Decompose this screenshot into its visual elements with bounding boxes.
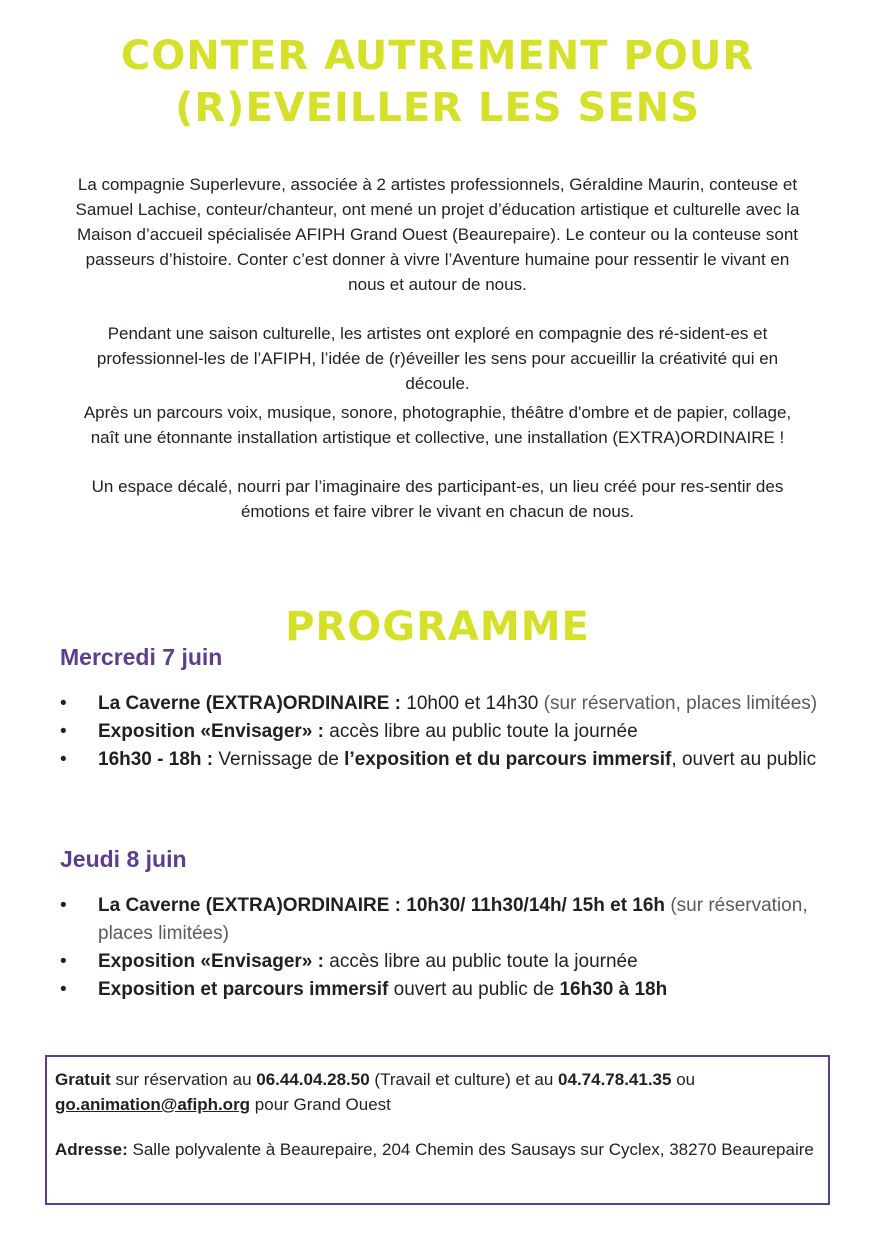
email-link[interactable]: go.animation@afiph.org	[55, 1095, 251, 1114]
page-title	[0, 30, 875, 134]
item-times: 16h30 à 18h	[559, 979, 668, 1000]
address-text: Salle polyvalente à Beaurepaire, 204 Chemin des Sausays sur Cyclex, 38270 Beaurepaire	[127, 1140, 814, 1159]
intro-paragraph-2: Pendant une saison culturelle, les artistes ont exploré en compagnie des ré-sident-es et professionnel-les de l’AFIPH, l’idée de (r)éveiller les sens pour accueillir la créativité qui en découle.	[96, 324, 779, 393]
item-text: accès libre au public toute la journée	[323, 951, 638, 972]
phone-note: (Travail et culture) et au	[369, 1070, 559, 1089]
address-label: Adresse:	[55, 1140, 128, 1159]
reservation-text: sur réservation au	[110, 1070, 257, 1089]
day1-schedule	[60, 690, 820, 774]
intro-text	[70, 172, 805, 548]
phone-number-1[interactable]: 06.44.04.28.50	[256, 1070, 370, 1089]
connector-text: ou	[671, 1070, 696, 1089]
item-times: 10h00 et 14h30	[401, 693, 539, 714]
address-info	[55, 1137, 820, 1162]
list-item	[60, 746, 820, 774]
item-note: (sur réservation, places limitées)	[98, 895, 808, 944]
intro-paragraph-4: Un espace décalé, nourri par l’imaginaire des participant-es, un lieu créé pour res-sentir des émotions et faire vibrer le vivant en chacun de nous.	[91, 477, 784, 521]
bullet-icon: •	[60, 693, 67, 714]
phone-number-2[interactable]: 04.74.78.41.35	[558, 1070, 672, 1089]
day-heading-wednesday: Mercredi 7 juin	[60, 644, 223, 670]
item-text: ouvert au public de	[388, 979, 560, 1000]
bullet-icon: •	[60, 895, 67, 916]
item-label: 16h30 - 18h :	[98, 749, 214, 770]
item-note: (sur réservation, places limitées)	[538, 693, 818, 714]
list-item	[60, 892, 820, 948]
item-text: Vernissage de	[213, 749, 345, 770]
list-item	[60, 690, 820, 718]
programme-title: PROGRAMME	[285, 604, 590, 650]
title-line-1: CONTER AUTREMENT POUR	[120, 33, 755, 79]
item-highlight: l’exposition et du parcours immersif	[344, 749, 672, 770]
list-item	[60, 948, 820, 976]
item-label: Exposition «Envisager» :	[98, 951, 324, 972]
bullet-icon: •	[60, 721, 67, 742]
info-box	[45, 1055, 830, 1205]
title-line-2: (R)EVEILLER LES SENS	[175, 85, 700, 131]
bullet-icon: •	[60, 951, 67, 972]
item-times: 10h30/ 11h30/14h/ 15h et 16h	[401, 895, 666, 916]
item-label: Exposition et parcours immersif	[98, 979, 389, 1000]
item-label: Exposition «Envisager» :	[98, 721, 324, 742]
day2-schedule	[60, 892, 820, 1004]
item-label: La Caverne (EXTRA)ORDINAIRE :	[98, 895, 401, 916]
bullet-icon: •	[60, 979, 67, 1000]
day-heading-thursday: Jeudi 8 juin	[60, 846, 187, 872]
list-item	[60, 976, 820, 1004]
reservation-info	[55, 1067, 820, 1117]
free-label: Gratuit	[55, 1070, 111, 1089]
item-text: accès libre au public toute la journée	[323, 721, 638, 742]
intro-paragraph-1: La compagnie Superlevure, associée à 2 artistes professionnels, Géraldine Maurin, conteuse et Samuel Lachise, conteur/chanteur, ont mené un projet d’éducation artistique et culturelle avec la Maison d’accueil spécialisée AFIPH Grand Ouest (Beaurepaire). Le conteur ou la conteuse sont passeurs d’histoire. Conter c’est donner à vivre l’Aventure humaine pour ressentir le vivant en nous et autour de nous.	[75, 175, 800, 294]
item-label: La Caverne (EXTRA)ORDINAIRE :	[98, 693, 401, 714]
bullet-icon: •	[60, 749, 67, 770]
list-item	[60, 718, 820, 746]
intro-paragraph-3: Après un parcours voix, musique, sonore, photographie, théâtre d'ombre et de papier, collage, naît une étonnante installation artistique et collective, une installation (EXTRA)ORDINAIRE !	[83, 403, 792, 447]
item-text: , ouvert au public	[671, 749, 817, 770]
email-suffix: pour Grand Ouest	[250, 1095, 391, 1114]
